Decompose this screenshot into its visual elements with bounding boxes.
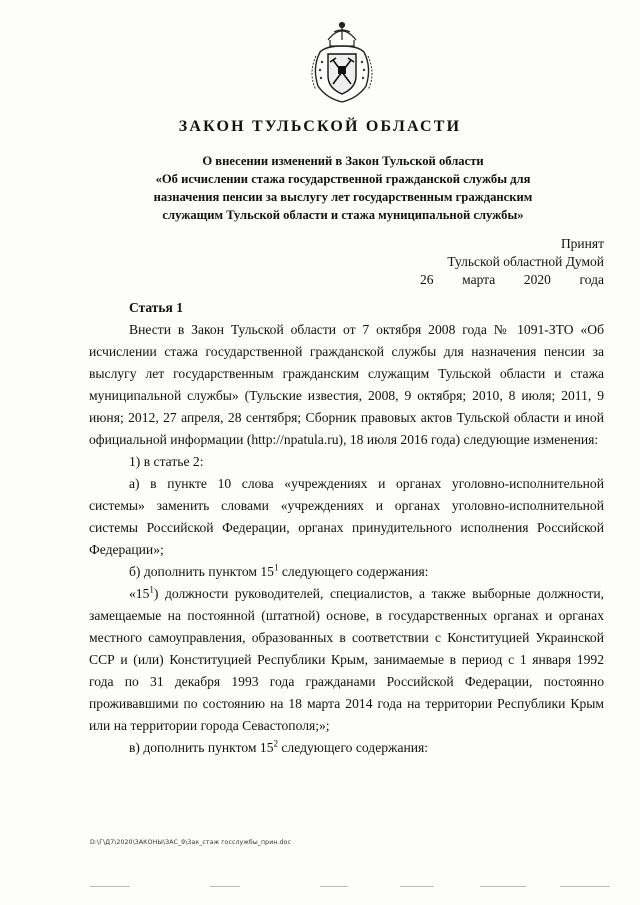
superscript: 1: [273, 562, 279, 573]
paragraph-text: ) должности руководителей, специалистов, а также выборные должности, замещаемые на постоянной (штатной) основе, в государственных органах и органах местного самоуправления, образованных в соответствии с Конституцией Украинской ССР и (или) Конституцией Республики Крым, занимаемые в период с 1 января 1992 года по 31 декабря 1993 года гражданами Российской Федерации, постоянно проживавшими по состоянию на 18 марта 2014 года на территории Республики Крым или на территории города Севастополя;»;: [89, 586, 604, 733]
adoption-year: 2020: [523, 272, 551, 287]
paragraph: 1) в статье 2:: [129, 454, 204, 469]
paragraph: [89, 583, 604, 737]
adoption-day: 26: [420, 272, 434, 287]
subtitle-line: «Об исчислении стажа государственной гражданской службы для: [155, 172, 531, 186]
superscript: 1: [149, 584, 154, 595]
superscript: 2: [273, 738, 278, 749]
adoption-date: [420, 271, 604, 289]
article-heading: Статья 1: [129, 300, 183, 315]
adoption-block: [420, 235, 604, 289]
paragraph-text: в) дополнить пунктом 15: [129, 740, 274, 755]
law-subtitle: [108, 152, 578, 224]
tula-coat-of-arms-icon: [306, 18, 378, 106]
paragraph: [89, 737, 604, 759]
law-title: ЗАКОН ТУЛЬСКОЙ ОБЛАСТИ: [178, 118, 462, 135]
paragraph: Внести в Закон Тульской области от 7 октября 2008 года № 1091-ЗТО «Об исчислении стажа государственной гражданской службы для назначения пенсии за выслугу лет государственным гражданским служащим Тульской области и стажа муниципальной службы» (Тульские известия, 2008, 9 октября; 2010, 8 июля; 2011, 9 июня; 2012, 27 апреля, 28 сентября; Сборник правовых актов Тульской области и иной официальной информации (http://npatula.ru), 18 июля 2016 года) следующие изменения:: [89, 322, 604, 447]
paragraph: а) в пункте 10 слова «учреждениях и органах уголовно-исполнительной системы» заменить словами «учреждениях и органах уголовно-исполнительной системы Российской Федерации, органах принудительного исполнения Российской Федерации»;: [89, 476, 604, 557]
file-path-footer: D:\Г\Д7\2020\ЗАКОНЫ\ЗАС_9\Зак_стаж госслужбы_прин.doc: [90, 839, 291, 846]
adoption-year-word: года: [579, 272, 604, 287]
subtitle-line: назначения пенсии за выслугу лет государственным гражданским: [153, 190, 533, 204]
article-body: [89, 319, 604, 759]
adopted-label: Принят: [560, 236, 604, 251]
paragraph-text: б) дополнить пунктом 15: [129, 564, 274, 579]
paragraph: [89, 561, 604, 583]
paragraph-text: следующего содержания:: [278, 564, 429, 579]
adoption-month: марта: [462, 272, 496, 287]
paragraph-text: следующего содержания:: [278, 740, 429, 755]
subtitle-line: О внесении изменений в Закон Тульской области: [202, 154, 484, 168]
scan-artifact-line: [90, 886, 610, 892]
paragraph-text: «15: [129, 586, 150, 601]
adopted-by: Тульской областной Думой: [447, 254, 604, 269]
subtitle-line: служащим Тульской области и стажа муниципальной службы»: [162, 208, 524, 222]
